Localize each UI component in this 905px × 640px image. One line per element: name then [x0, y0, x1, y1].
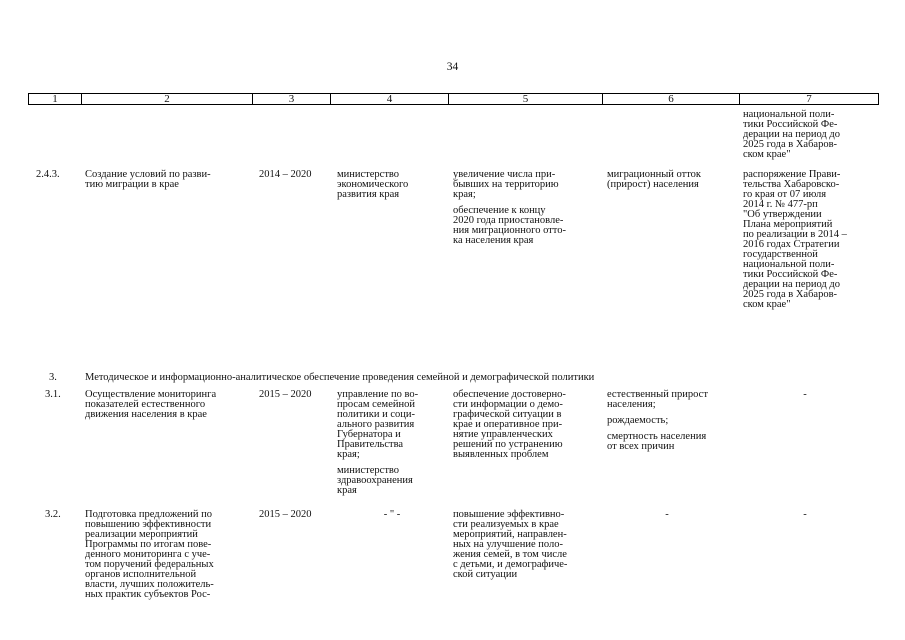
col-header-1: 1	[52, 93, 58, 105]
section-3-number: 3.	[49, 372, 57, 383]
col-header-6: 6	[668, 93, 674, 105]
col-header-5: 5	[522, 93, 529, 105]
row-31-result: обеспечение достоверно- сти информации о демо- графической ситуации в крае и оперативное при- нятие управленческих решений по устранению выявленных проблем	[453, 389, 566, 460]
row-32-period: 2015 – 2020	[259, 509, 312, 520]
section-3-title: Методическое и информационно-аналитическое обеспечение проведения семейной и демографической политики	[85, 372, 595, 383]
row-31-indicator-1: естественный прирост населения;	[607, 389, 708, 410]
row-243-legal-act: распоряжение Прави- тельства Хабаровско- го края от 07 июля 2014 г. № 477-рп "Об утверждении Плана мероприятий по реализации в 2014 – 2016 годах Стратегии государственной национальной поли- тики Российской Фе- дерации на период до 2025 года в Хабаров- ском крае"	[743, 169, 847, 310]
carryover-text: национальной поли- тики Российской Фе- дерации на период до 2025 года в Хабаров- ском крае"	[743, 109, 840, 160]
row-32-result: повышение эффективно- сти реализуемых в крае мероприятий, направлен- ных на улучшение поло- жения семей, в том числе с детьми, и демографиче- ской ситуации	[453, 509, 568, 580]
row-243-activity: Создание условий по разви- тию миграции в крае	[85, 169, 211, 190]
row-31-indicator-2: рождаемость;	[607, 415, 669, 426]
row-32-number: 3.2.	[45, 509, 61, 520]
table-header	[28, 93, 879, 105]
row-31-executor-2: министерство здравоохранения края	[337, 465, 413, 496]
row-31-executors	[337, 390, 447, 496]
row-31-activity: Осуществление мониторинга показателей естественного движения населения в крае	[85, 389, 217, 420]
row-31-period: 2015 – 2020	[259, 389, 312, 400]
row-32-activity: Подготовка предложений по повышению эффективности реализации мероприятий Программы по итогам пове- денного мониторинга с уче- том поручений федеральных органов исполнительной власти, лучших положитель- ных практик субъектов Рос-	[85, 509, 214, 600]
row-31-indicators	[607, 390, 739, 452]
col-header-7: 7	[806, 93, 812, 105]
row-243-result-2: обеспечение к концу 2020 года приостановле- ния миграционного отто- ка населения края	[453, 205, 566, 246]
col-header-3: 3	[288, 93, 295, 105]
row-31-indicator-3: смертность населения от всех причин	[607, 431, 707, 452]
row-32-executor: - " -	[383, 509, 401, 520]
row-31-number: 3.1.	[45, 389, 61, 400]
row-243-results	[453, 170, 603, 246]
row-243-result-1: увеличение числа при- бывших на территорию края;	[453, 169, 559, 200]
col-header-2: 2	[164, 93, 170, 105]
row-31-legal-act: -	[803, 389, 807, 400]
row-243-number: 2.4.3.	[36, 169, 60, 180]
row-243-period: 2014 – 2020	[259, 169, 312, 180]
row-31-executor-1: управление по во- просам семейной политики и соци- ального развития Губернатора и Правительства края;	[337, 389, 419, 460]
row-32-indicator: -	[665, 509, 669, 520]
row-243-executor: министерство экономического развития края	[337, 169, 409, 200]
row-243-indicator: миграционный отток (прирост) населения	[607, 169, 702, 190]
carryover-legal-act	[743, 110, 873, 160]
row-32-legal-act: -	[803, 509, 807, 520]
page-number: 34	[446, 61, 459, 73]
col-header-4: 4	[386, 93, 393, 105]
